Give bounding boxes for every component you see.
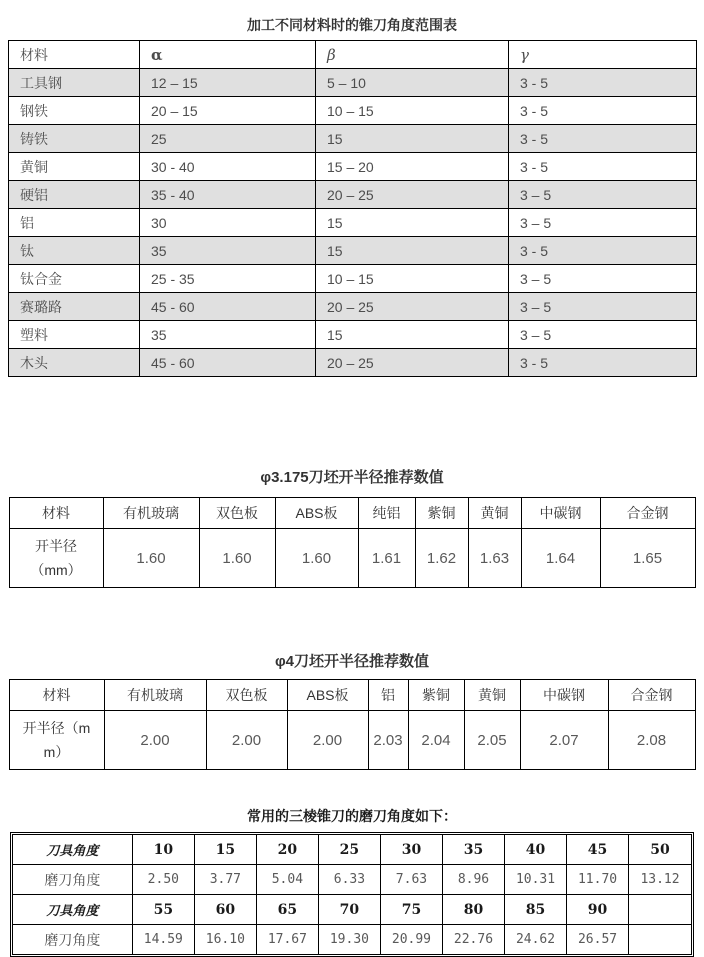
cell-gamma: 3 – 5 <box>509 181 697 209</box>
header-two-color-board: 双色板 <box>206 680 287 711</box>
cell-gamma: 3 - 5 <box>509 125 697 153</box>
radius-value: 1.60 <box>103 529 199 588</box>
row-label-grind-angle: 磨刀角度 <box>13 925 132 955</box>
cell-beta: 15 <box>316 321 509 349</box>
tool-angle-value: 75 <box>380 895 442 925</box>
grind-angle-value: 16.10 <box>194 925 256 955</box>
cell-gamma: 3 – 5 <box>509 293 697 321</box>
radius-value: 1.62 <box>415 529 468 588</box>
tool-angle-value: 80 <box>442 895 504 925</box>
tool-angle-value: 70 <box>318 895 380 925</box>
grind-angle-value: 3.77 <box>194 865 256 895</box>
tool-angle-value: 20 <box>256 835 318 865</box>
tool-angle-value: 45 <box>567 835 629 865</box>
table-row <box>9 349 697 377</box>
cell-gamma: 3 – 5 <box>509 209 697 237</box>
cell-material: 铝 <box>9 209 140 237</box>
angle-range-table-title: 加工不同材料时的锥刀角度范围表 <box>247 17 457 33</box>
header-material: 材料 <box>9 680 104 711</box>
tool-angle-value: 90 <box>567 895 629 925</box>
table-row <box>9 209 697 237</box>
header-brass: 黄铜 <box>468 498 521 529</box>
cell-beta: 20 – 25 <box>316 349 509 377</box>
header-alpha: α <box>140 41 316 69</box>
radius-value: 1.64 <box>521 529 600 588</box>
cell-alpha: 30 - 40 <box>140 153 316 181</box>
grind-angle-value: 13.12 <box>629 865 691 895</box>
radius-value: 2.04 <box>408 711 464 770</box>
radius-value: 1.61 <box>358 529 415 588</box>
cell-beta: 10 – 15 <box>316 97 509 125</box>
header-alloy-steel: 合金钢 <box>600 498 695 529</box>
cell-alpha: 45 - 60 <box>140 349 316 377</box>
cell-alpha: 20 – 15 <box>140 97 316 125</box>
cell-gamma: 3 - 5 <box>509 69 697 97</box>
table-row <box>9 711 695 770</box>
phi3175-header-row <box>9 498 695 529</box>
header-medium-carbon-steel: 中碳钢 <box>521 498 600 529</box>
header-alloy-steel: 合金钢 <box>608 680 695 711</box>
cell-alpha: 45 - 60 <box>140 293 316 321</box>
header-acrylic: 有机玻璃 <box>103 498 199 529</box>
radius-value: 2.00 <box>104 711 206 770</box>
table-row <box>9 181 697 209</box>
tool-angle-value: 55 <box>132 895 194 925</box>
cell-alpha: 25 - 35 <box>140 265 316 293</box>
cell-gamma: 3 – 5 <box>509 265 697 293</box>
radius-value: 1.60 <box>275 529 358 588</box>
cell-beta: 15 – 20 <box>316 153 509 181</box>
cell-gamma: 3 - 5 <box>509 237 697 265</box>
header-acrylic: 有机玻璃 <box>104 680 206 711</box>
tool-angle-value: 35 <box>442 835 504 865</box>
grind-angle-value: 6.33 <box>318 865 380 895</box>
cell-alpha: 35 <box>140 237 316 265</box>
cell-beta: 15 <box>316 209 509 237</box>
header-medium-carbon-steel: 中碳钢 <box>520 680 608 711</box>
cell-beta: 5 – 10 <box>316 69 509 97</box>
cell-material: 钢铁 <box>9 97 140 125</box>
grind-angle-value: 10.31 <box>505 865 567 895</box>
table-row <box>9 69 697 97</box>
tool-angle-value: 10 <box>132 835 194 865</box>
table-row <box>9 321 697 349</box>
tool-angle-value: 30 <box>380 835 442 865</box>
grind-angle-value <box>629 925 691 955</box>
tool-angle-value: 40 <box>505 835 567 865</box>
cell-beta: 15 <box>316 237 509 265</box>
grind-angle-value: 14.59 <box>132 925 194 955</box>
tool-angle-row <box>13 835 691 865</box>
header-material: 材料 <box>9 41 140 69</box>
tool-angle-value: 15 <box>194 835 256 865</box>
radius-value: 1.63 <box>468 529 521 588</box>
grinding-angle-table-title: 常用的三棱锥刀的磨刀角度如下： <box>247 808 457 824</box>
cell-beta: 10 – 15 <box>316 265 509 293</box>
header-brass: 黄铜 <box>464 680 520 711</box>
cell-alpha: 30 <box>140 209 316 237</box>
row-label-tool-angle: 刀具角度 <box>13 895 132 925</box>
cell-material: 硬铝 <box>9 181 140 209</box>
header-two-color-board: 双色板 <box>199 498 275 529</box>
grind-angle-value: 20.99 <box>380 925 442 955</box>
angle-table-header-row <box>9 41 697 69</box>
radius-value: 2.00 <box>206 711 287 770</box>
phi4-header-row <box>9 680 695 711</box>
row-label-tool-angle: 刀具角度 <box>13 835 132 865</box>
header-abs-board: ABS板 <box>275 498 358 529</box>
radius-value: 1.60 <box>199 529 275 588</box>
radius-value: 2.07 <box>520 711 608 770</box>
cell-beta: 20 – 25 <box>316 181 509 209</box>
grind-angle-value: 8.96 <box>442 865 504 895</box>
cell-beta: 15 <box>316 125 509 153</box>
cell-alpha: 35 - 40 <box>140 181 316 209</box>
row-label-radius: 开半径（mm） <box>9 711 104 770</box>
cell-gamma: 3 – 5 <box>509 321 697 349</box>
tool-angle-value <box>629 895 691 925</box>
table-row <box>9 237 697 265</box>
header-beta: β <box>316 41 509 69</box>
grind-angle-row <box>13 865 691 895</box>
tool-angle-value: 50 <box>629 835 691 865</box>
grind-angle-value: 2.50 <box>132 865 194 895</box>
header-copper: 紫铜 <box>408 680 464 711</box>
grind-angle-value: 19.30 <box>318 925 380 955</box>
tool-angle-value: 85 <box>505 895 567 925</box>
header-pure-aluminum: 纯铝 <box>358 498 415 529</box>
header-abs-board: ABS板 <box>287 680 368 711</box>
tool-angle-value: 60 <box>194 895 256 925</box>
cell-alpha: 12 – 15 <box>140 69 316 97</box>
cell-alpha: 25 <box>140 125 316 153</box>
radius-value: 2.00 <box>287 711 368 770</box>
radius-value: 2.03 <box>368 711 408 770</box>
cell-material: 钛 <box>9 237 140 265</box>
document-page <box>0 15 704 957</box>
table-row <box>9 125 697 153</box>
grind-angle-value: 17.67 <box>256 925 318 955</box>
grind-angle-value: 26.57 <box>567 925 629 955</box>
radius-value: 2.08 <box>608 711 695 770</box>
table-row <box>9 529 695 588</box>
table-row <box>9 97 697 125</box>
cell-gamma: 3 - 5 <box>509 349 697 377</box>
angle-range-table <box>8 40 697 377</box>
grind-angle-value: 5.04 <box>256 865 318 895</box>
phi3175-radius-table <box>9 497 696 588</box>
cell-material: 工具钢 <box>9 69 140 97</box>
cell-gamma: 3 - 5 <box>509 97 697 125</box>
cell-beta: 20 – 25 <box>316 293 509 321</box>
header-gamma: γ <box>509 41 697 69</box>
row-label-radius: 开半径（mm） <box>9 529 103 588</box>
grinding-angle-table <box>13 835 691 954</box>
grind-angle-value: 24.62 <box>505 925 567 955</box>
grind-angle-value: 22.76 <box>442 925 504 955</box>
phi4-radius-table <box>9 679 696 770</box>
radius-value: 1.65 <box>600 529 695 588</box>
cell-material: 黄铜 <box>9 153 140 181</box>
tool-angle-row <box>13 895 691 925</box>
cell-material: 塑料 <box>9 321 140 349</box>
cell-alpha: 35 <box>140 321 316 349</box>
grind-angle-value: 7.63 <box>380 865 442 895</box>
cell-material: 铸铁 <box>9 125 140 153</box>
grind-angle-row <box>13 925 691 955</box>
radius-value: 2.05 <box>464 711 520 770</box>
tool-angle-value: 25 <box>318 835 380 865</box>
tool-angle-value: 65 <box>256 895 318 925</box>
table-row <box>9 265 697 293</box>
cell-material: 钛合金 <box>9 265 140 293</box>
cell-material: 木头 <box>9 349 140 377</box>
table-row <box>9 293 697 321</box>
cell-gamma: 3 - 5 <box>509 153 697 181</box>
header-material: 材料 <box>9 498 103 529</box>
grinding-angle-table-border <box>10 832 694 957</box>
header-copper: 紫铜 <box>415 498 468 529</box>
table-row <box>9 153 697 181</box>
phi3175-table-title: φ3.175刀坯开半径推荐数值 <box>260 469 444 486</box>
row-label-grind-angle: 磨刀角度 <box>13 865 132 895</box>
header-aluminum: 铝 <box>368 680 408 711</box>
phi4-table-title: φ4刀坯开半径推荐数值 <box>274 653 430 670</box>
grind-angle-value: 11.70 <box>567 865 629 895</box>
cell-material: 赛璐路 <box>9 293 140 321</box>
